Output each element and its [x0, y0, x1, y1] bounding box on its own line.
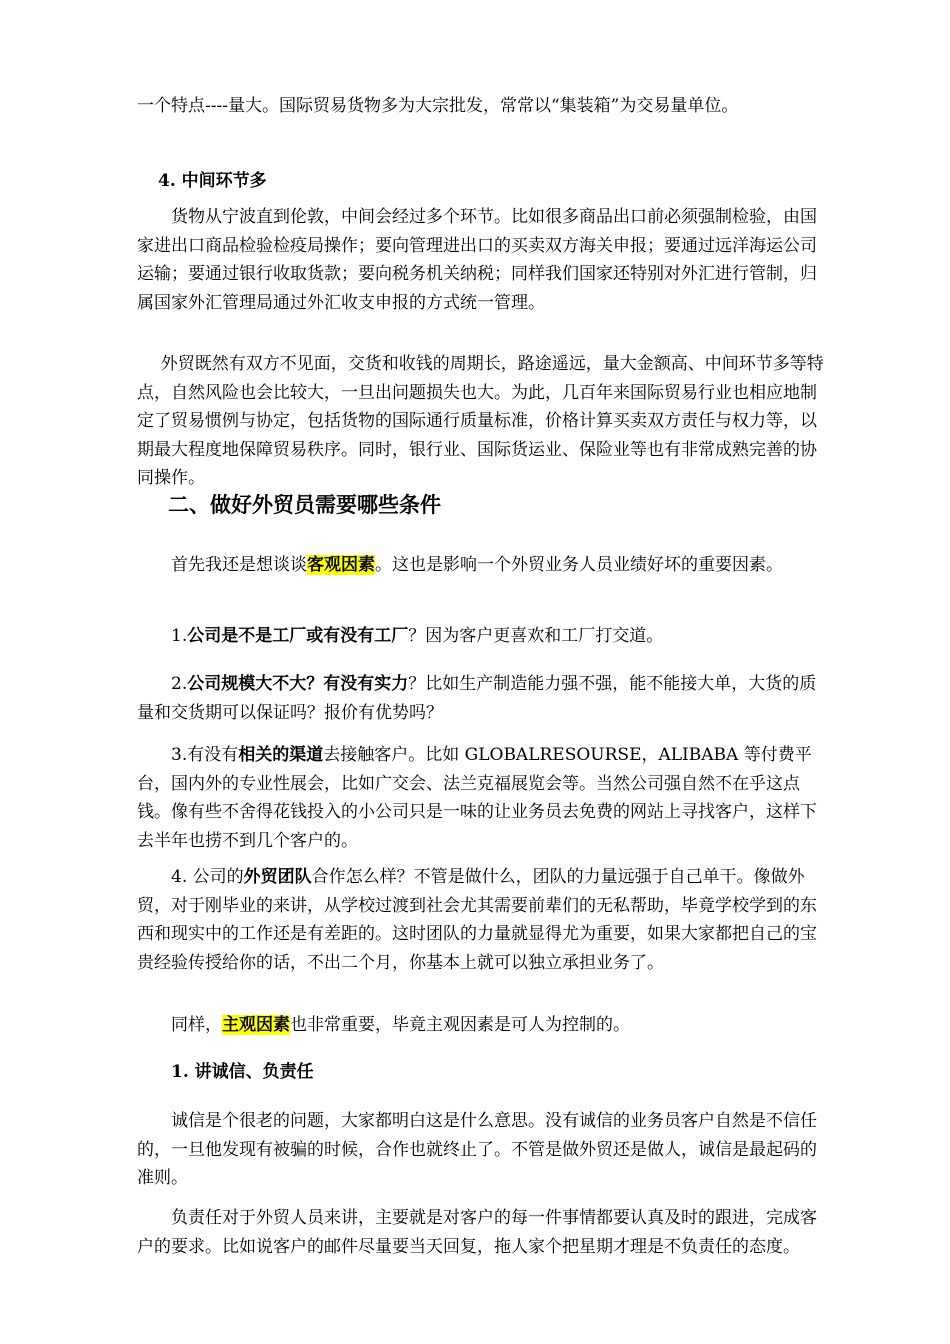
subjective-paragraph: [137, 1011, 827, 1040]
objective-post: 。这也是影响一个外贸业务人员业绩好坏的重要因素。: [375, 555, 783, 575]
responsibility-paragraph: 负责任对于外贸人员来讲，主要就是对客户的每一件事情都要认真及时的跟进，完成客户的要求。比如说客户的邮件尽量要当天回复，拖人家个把星期才理是不负责任的态度。: [137, 1208, 817, 1257]
sub1-heading: 1. 讲诚信、负责任: [171, 1062, 314, 1082]
item2-num: 2.: [171, 674, 188, 694]
objective-pre: 首先我还是想谈谈: [171, 555, 307, 575]
item1-paragraph: [137, 622, 827, 651]
section2-title: 二、做好外贸员需要哪些条件: [168, 493, 441, 517]
subjective-pre: 同样，: [171, 1015, 222, 1035]
intro-tail-paragraph: 一个特点----量大。国际贸易货物多为大宗批发，常常以“集装箱”为交易量单位。: [137, 96, 739, 116]
subjective-post: 也非常重要，毕竟主观因素是可人为控制的。: [290, 1015, 630, 1035]
item4-bold: 外贸团队: [243, 867, 312, 887]
item1-num: 1.: [171, 626, 188, 646]
item1-rest: ？因为客户更喜欢和工厂打交道。: [408, 626, 664, 646]
item4-paragraph: [137, 863, 827, 977]
item3-pre: 3.有没有: [171, 745, 239, 765]
item3-paragraph: [137, 741, 827, 855]
subjective-highlight: 主观因素: [222, 1015, 290, 1035]
item1-bold: 公司是不是工厂或有没有工厂: [187, 626, 409, 646]
objective-paragraph: [137, 551, 827, 580]
item4-rest: 合作怎么样？不管是做什么，团队的力量远强于自己单干。像做外贸，对于刚毕业的来讲，从学校过渡到社会尤其需要前辈们的无私帮助，毕竟学校学到的东西和现实中的工作还是有差距的。这时团队的力量就显得尤为重要，如果大家都把自己的宝贵经验传授给你的话，不出二个月，你基本上就可以独立承担业务了。: [137, 867, 817, 973]
item2-paragraph: [137, 670, 827, 727]
objective-highlight: 客观因素: [307, 555, 375, 575]
section4-heading: 4. 中间环节多: [158, 171, 267, 191]
item3-bold: 相关的渠道: [238, 745, 324, 765]
summary-paragraph: 外贸既然有双方不见面，交货和收钱的周期长，路途遥远，量大金额高、中间环节多等特点，自然风险也会比较大，一旦出问题损失也大。为此，几百年来国际贸易行业也相应地制定了贸易惯例与协定，包括货物的国际通行质量标准，价格计算买卖双方责任与权力等，以期最大程度地保障贸易秩序。同时，银行业、国际货运业、保险业等也有非常成熟完善的协同操作。: [137, 354, 824, 488]
integrity-paragraph: 诚信是个很老的问题，大家都明白这是什么意思。没有诚信的业务员客户自然是不信任的，一旦他发现有被骗的时候，合作也就终止了。不管是做外贸还是做人，诚信是最起码的准则。: [137, 1111, 817, 1188]
item2-bold: 公司规模大不大？有没有实力: [187, 674, 409, 694]
item3-rest: 去接触客户。比如 GLOBALRESOURSE，ALIBABA 等付费平台，国内外的专业性展会，比如广交会、法兰克福展览会等。当然公司强自然不在乎这点钱。像有些不舍得花钱投入的小公司只是一味的让业务员去免费的网站上寻找客户，这样下去半年也捞不到几个客户的。: [137, 745, 817, 851]
item2-rest: ？比如生产制造能力强不强，能不能接大单，大货的质量和交货期可以保证吗？报价有优势吗？: [137, 674, 817, 723]
section4-body: 货物从宁波直到伦敦，中间会经过多个环节。比如很多商品出口前必须强制检验，由国家进出口商品检验检疫局操作；要向管理进出口的买卖双方海关申报；要通过远洋海运公司运输；要通过银行收取货款；要向税务机关纳税；同样我们国家还特别对外汇进行管制，归属国家外汇管理局通过外汇收支申报的方式统一管理。: [137, 207, 817, 313]
item4-pre: 4. 公司的: [171, 867, 244, 887]
